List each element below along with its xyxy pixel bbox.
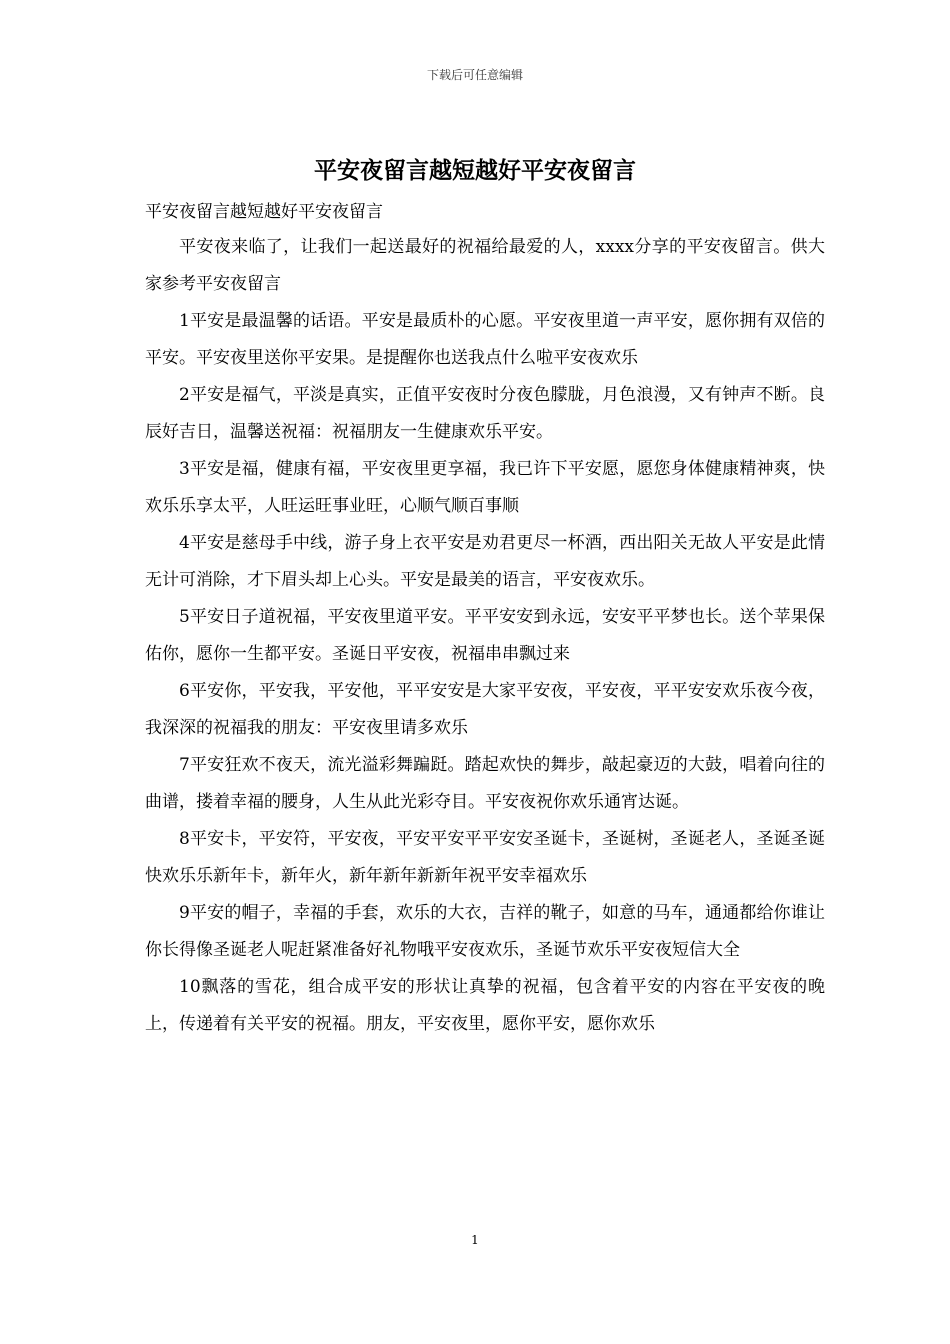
header-note: 下载后可任意编辑 [426,68,523,82]
document-subtitle: 平安夜留言越短越好平安夜留言 [145,202,383,222]
paragraph-6: 6平安你，平安我，平安他，平平安安是大家平安夜，平安夜，平平安安欢乐夜今夜，我深深的祝福我的朋友：平安夜里请多欢乐 [145,681,825,738]
paragraph-5: 5平安日子道祝福，平安夜里道平安。平平安安到永远，安安平平梦也长。送个苹果保佑你，愿你一生都平安。圣诞日平安夜，祝福串串飘过来 [145,607,825,664]
paragraph-10: 10飘落的雪花，组合成平安的形状让真挚的祝福，包含着平安的内容在平安夜的晚上，传递着有关平安的祝福。朋友，平安夜里，愿你平安，愿你欢乐 [145,977,825,1034]
paragraph-4: 4平安是慈母手中线，游子身上衣平安是劝君更尽一杯酒，西出阳关无故人平安是此情无计可消除，才下眉头却上心头。平安是最美的语言，平安夜欢乐。 [145,533,825,590]
paragraph-intro: 平安夜来临了，让我们一起送最好的祝福给最爱的人，xxxx分享的平安夜留言。供大家参考平安夜留言 [145,237,825,294]
paragraph-8: 8平安卡，平安符，平安夜，平安平安平平安安圣诞卡，圣诞树，圣诞老人，圣诞圣诞快欢乐乐新年卡，新年火，新年新年新新年祝平安幸福欢乐 [145,829,825,886]
document-title: 平安夜留言越短越好平安夜留言 [314,157,636,184]
document-body [145,196,825,1043]
paragraph-9: 9平安的帽子，幸福的手套，欢乐的大衣，吉祥的靴子，如意的马车，通通都给你谁让你长得像圣诞老人呢赶紧准备好礼物哦平安夜欢乐，圣诞节欢乐平安夜短信大全 [145,903,825,960]
paragraph-1: 1平安是最温馨的话语。平安是最质朴的心愿。平安夜里道一声平安，愿你拥有双倍的平安。平安夜里送你平安果。是提醒你也送我点什么啦平安夜欢乐 [145,311,825,368]
paragraph-2: 2平安是福气，平淡是真实，正值平安夜时分夜色朦胧，月色浪漫，又有钟声不断。良辰好吉日，温馨送祝福：祝福朋友一生健康欢乐平安。 [145,385,825,442]
paragraph-3: 3平安是福，健康有福，平安夜里更享福，我已许下平安愿，愿您身体健康精神爽，快欢乐乐享太平，人旺运旺事业旺，心顺气顺百事顺 [145,459,825,516]
page-number: 1 [471,1233,479,1247]
paragraph-7: 7平安狂欢不夜天，流光溢彩舞蹁跹。踏起欢快的舞步，敲起豪迈的大鼓，唱着向往的曲谱，搂着幸福的腰身，人生从此光彩夺目。平安夜祝你欢乐通宵达诞。 [145,755,825,812]
